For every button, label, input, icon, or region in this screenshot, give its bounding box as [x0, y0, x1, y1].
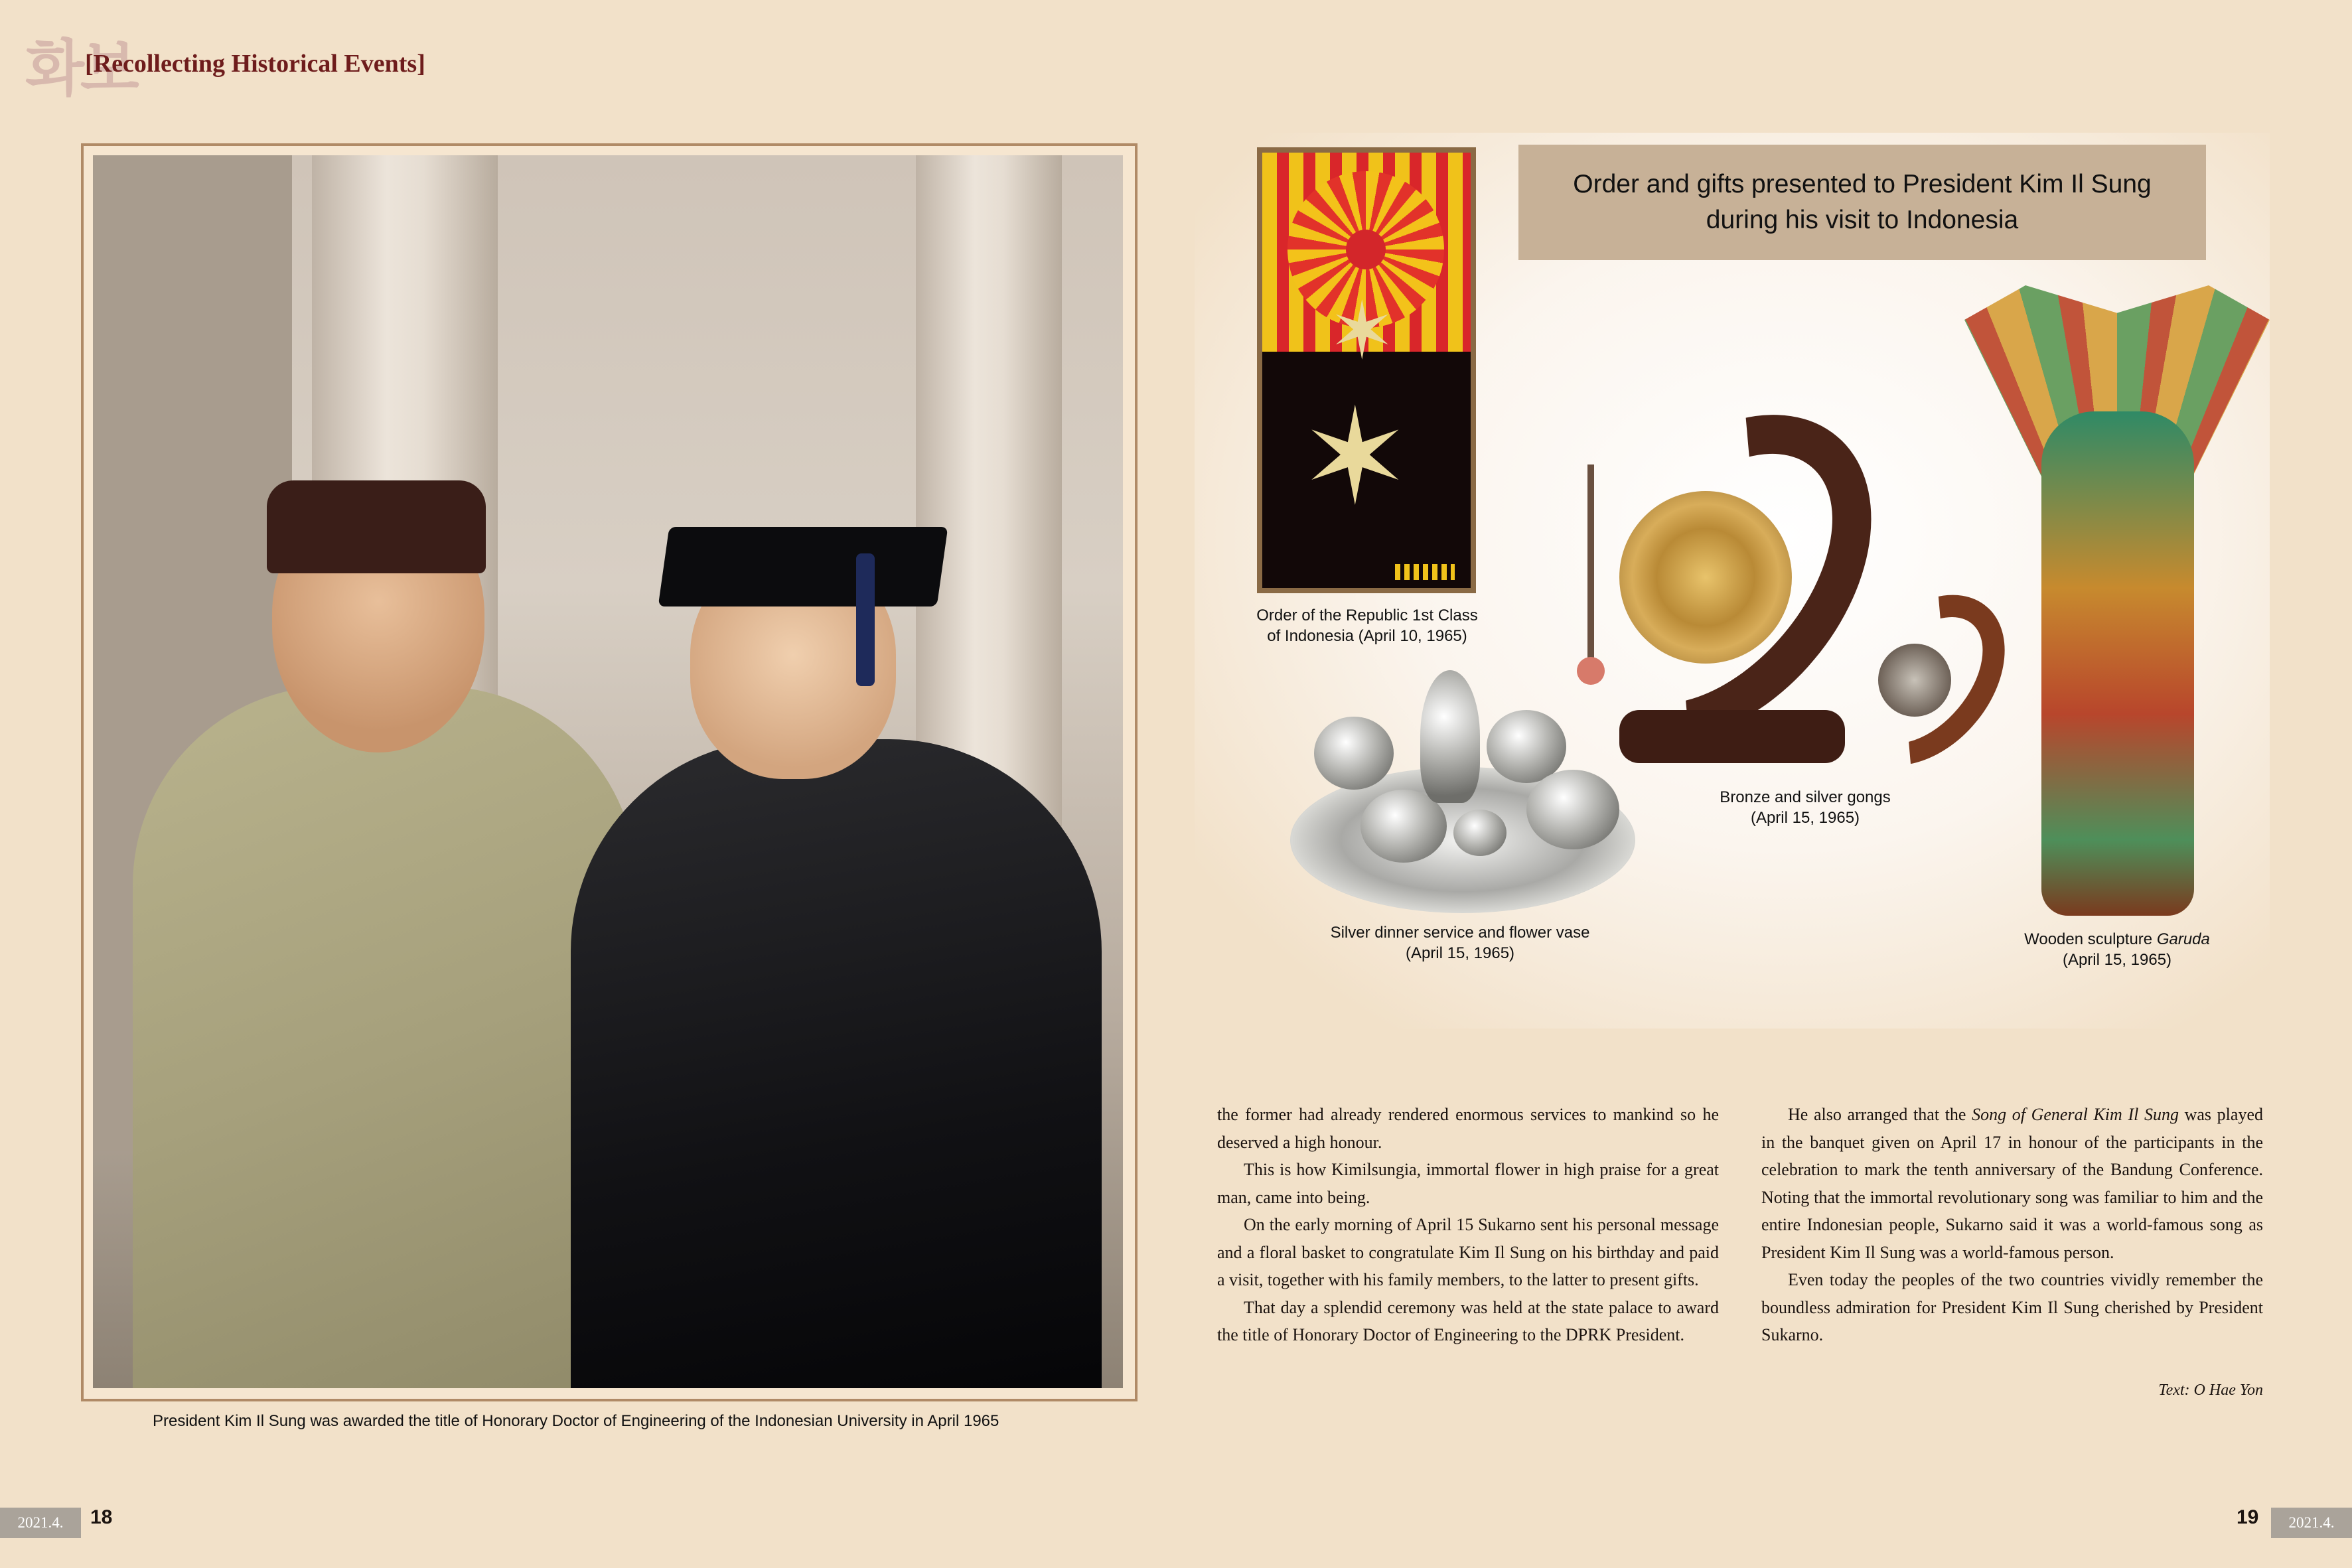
- silver-caption-line1: Silver dinner service and flower vase: [1330, 924, 1590, 942]
- gifts-title-line1: Order and gifts presented to President Kim Il Sung: [1573, 170, 2152, 198]
- article-paragraph: That day a splendid ceremony was held at the state palace to award the title of Honorary Doctor of Engineering to the DPRK President.: [1217, 1297, 1719, 1344]
- silver-bowl: [1526, 770, 1619, 849]
- medal-small-star-icon: ✶: [1329, 285, 1396, 378]
- silver-gong: [1878, 644, 1951, 717]
- gong-mallet: [1587, 464, 1594, 664]
- bronze-gong: [1619, 491, 1792, 664]
- order-caption-line1: Order of the Republic 1st Class: [1256, 606, 1478, 624]
- magazine-logo: 화보: [25, 33, 135, 104]
- page-number-left: 18: [90, 1506, 113, 1528]
- wooden-garuda-sculpture: [2041, 411, 2194, 916]
- garuda-caption: [1991, 929, 2243, 970]
- gifts-title-box: [1518, 145, 2206, 260]
- silver-cup: [1453, 810, 1507, 856]
- medal-ribbon-bar: [1395, 564, 1455, 580]
- order-caption-line2: of Indonesia (April 10, 1965): [1267, 627, 1467, 645]
- article-column-left: [1217, 1101, 1719, 1349]
- gongs-caption-line1: Bronze and silver gongs: [1720, 788, 1891, 806]
- photo-caption: President Kim Il Sung was awarded the title of Honorary Doctor of Engineering of the Indonesian University in April 1965: [153, 1412, 999, 1430]
- footer-date-left: 2021.4.: [0, 1508, 81, 1538]
- article-text: was played in the banquet given on April 17 in honour of the participants in the celebration to mark the tenth anniversary of the Bandung Conference. Noting that the immortal revolutionary song was familiar to him and the entire Indonesian people, Sukarno said it was a world-famous song as President Kim Il Sung was a world-famous person.: [1761, 1105, 2263, 1262]
- garuda-caption-prefix: Wooden sculpture: [2024, 930, 2157, 948]
- silver-bowl: [1487, 710, 1566, 783]
- bronze-gong-base: [1619, 710, 1845, 763]
- photo-peci-cap: [267, 480, 486, 573]
- ceremony-photo: [93, 155, 1123, 1388]
- gifts-title-line2: during his visit to Indonesia: [1706, 206, 2019, 234]
- silver-bowl: [1314, 717, 1394, 790]
- article-column-right: [1761, 1101, 2263, 1349]
- silver-flower-vase: [1420, 670, 1480, 803]
- article-paragraph: On the early morning of April 15 Sukarno sent his personal message and a floral basket to congratulate Kim Il Sung on his birthday and paid a visit, together with his family members, to the latter to present gifts.: [1217, 1215, 1719, 1289]
- article-paragraph: [1761, 1101, 2263, 1266]
- garuda-caption-line2: (April 15, 1965): [2062, 951, 2172, 969]
- order-medal-photo: [1257, 147, 1476, 593]
- article-paragraph: the former had already rendered enormous services to mankind so he deserved a high honour.: [1217, 1105, 1719, 1152]
- medal-background: [1262, 153, 1471, 588]
- garuda-caption-line1: [1991, 929, 2243, 950]
- gongs-caption-line2: (April 15, 1965): [1750, 809, 1860, 827]
- photo-figure-sukarno: [133, 686, 637, 1388]
- article-paragraph: Even today the peoples of the two countries vividly remember the boundless admiration for President Kim Il Sung cherished by President Sukarno.: [1761, 1270, 2263, 1344]
- section-title: [Recollecting Historical Events]: [85, 50, 425, 78]
- photo-mortarboard: [658, 527, 948, 606]
- silver-caption: [1301, 922, 1619, 963]
- article-credit: Text: O Hae Yon: [2158, 1382, 2263, 1399]
- silver-dinner-service: [1301, 670, 1633, 869]
- page-number-right: 19: [2237, 1506, 2259, 1528]
- article-text: He also arranged that the: [1788, 1105, 1972, 1124]
- photo-figure-kim-il-sung-gown: [571, 739, 1102, 1388]
- song-title: Song of General Kim Il Sung: [1972, 1105, 2179, 1124]
- silver-caption-line2: (April 15, 1965): [1405, 944, 1515, 962]
- gongs-caption: [1686, 787, 1925, 828]
- footer-date-right: 2021.4.: [2271, 1508, 2352, 1538]
- medal-large-star-icon: ✶: [1299, 380, 1411, 535]
- article-paragraph: This is how Kimilsungia, immortal flower in high praise for a great man, came into being.: [1217, 1160, 1719, 1207]
- photo-tassel: [856, 553, 875, 686]
- garuda-caption-italic: Garuda: [2156, 930, 2210, 948]
- order-caption: [1228, 605, 1507, 646]
